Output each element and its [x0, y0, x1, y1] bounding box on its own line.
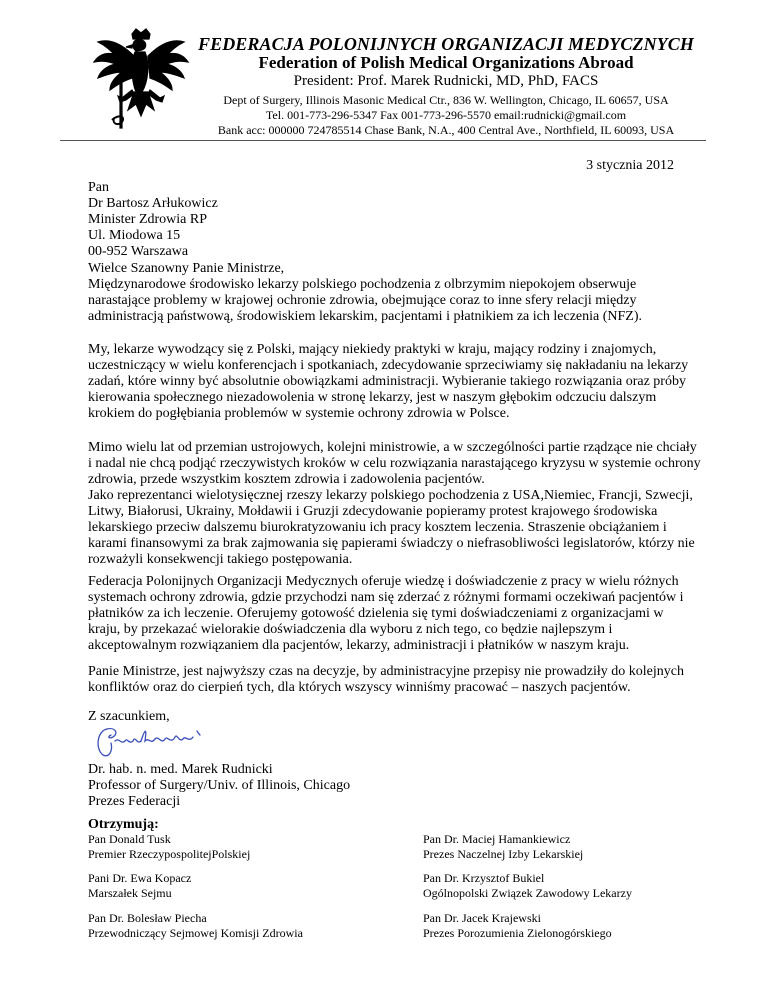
cc-title: Ogólnopolski Związek Zawodowy Lekarzy	[423, 886, 632, 900]
cc-title: Marszałek Sejmu	[88, 886, 172, 900]
cc-name: Pan Donald Tusk	[88, 832, 171, 846]
paragraph-line: Międzynarodowe środowisko lekarzy polskiego pochodzenia z olbrzymim niepokojem obserwuje	[88, 277, 637, 292]
cc-title: Prezes Naczelnej Izby Lekarskiej	[423, 847, 584, 861]
paragraph-line: Panie Ministrze, jest najwyższy czas na decyzje, by administracyjne przepisy nie prowadziły do kolejnych	[88, 664, 684, 679]
recipient-line: Minister Zdrowia RP	[88, 212, 207, 227]
cc-recipient	[88, 832, 250, 862]
cc-title: Prezes Porozumienia Zielonogórskiego	[423, 926, 612, 940]
cc-name: Pan Dr. Maciej Hamankiewicz	[423, 832, 571, 846]
paragraph-line: lekarskiego przeciw dalszemu biurokratyzowaniu ich pracy kosztem leczenia. Straszenie obciążaniem i	[88, 520, 667, 535]
paragraph-line: Wielce Szanowny Panie Ministrze,	[88, 261, 285, 276]
cc-recipient	[88, 871, 191, 901]
signer-block	[88, 762, 350, 810]
paragraph-line: konfliktów oraz do cierpień tych, dla których wszyscy winniśmy pracować – naszych pacjentów.	[88, 680, 631, 695]
paragraph-line: akceptowalnym rozwiązaniem dla pacjentów, lekarzy, administracji i płatników w naszym kraju.	[88, 638, 630, 653]
cc-recipient	[88, 911, 303, 941]
signer-title: Professor of Surgery/Univ. of Illinois, Chicago	[88, 778, 351, 793]
paragraph-line: i nadal nie chcą podjąć rzeczywistych kroków w celu rozwiązania narastającego kryzysu w systemie ochrony	[88, 456, 701, 471]
paragraph-line: Jako reprezentanci wielotysięcznej rzeszy lekarzy polskiego pochodzenia z USA,Niemiec, Francji, Szwecji,	[88, 488, 693, 503]
letter-paragraph-5	[88, 574, 703, 654]
organization-name-polish: FEDERACJA POLONIJNYCH ORGANIZACJI MEDYCZNYCH	[198, 34, 694, 54]
signer-role: Prezes Federacji	[88, 794, 181, 809]
recipient-line: 00-952 Warszawa	[88, 244, 189, 259]
letter-paragraph-2	[88, 342, 703, 422]
cc-name: Pan Dr. Jacek Krajewski	[423, 911, 541, 925]
polish-eagle-emblem	[92, 28, 190, 130]
cc-name: Pani Dr. Ewa Kopacz	[88, 871, 192, 885]
paragraph-line: administracją państwową, środowiskiem lekarskim, pacjentami i płatnikiem za ich leczenia (NFZ).	[88, 309, 642, 324]
cc-name: Pan Dr. Bolesław Piecha	[88, 911, 207, 925]
paragraph-line: systemach ochrony zdrowia, gdzie przychodzi nam się zderzać z różnymi formami oczekiwań pacjentów i	[88, 590, 684, 605]
letter-paragraph-4	[88, 488, 703, 568]
header-divider	[60, 140, 706, 141]
president-line: President: Prof. Marek Rudnicki, MD, PhD, FACS	[293, 73, 599, 89]
recipient-line: Ul. Miodowa 15	[88, 228, 181, 243]
recipient-line: Pan	[88, 180, 109, 195]
bank-line: Bank acc: 000000 724785514 Chase Bank, N.A., 400 Central Ave., Northfield, IL 60093, USA	[217, 123, 675, 137]
cc-recipient	[423, 911, 612, 941]
paragraph-line: zdrowia, przede wszystkim kosztem zdrowia i zadowolenia pacjentów.	[88, 472, 485, 487]
handwritten-signature	[93, 725, 213, 759]
closing-salutation: Z szacunkiem,	[88, 709, 170, 724]
paragraph-line: narastające problemy w krajowej ochronie zdrowia, obejmujące coraz to inne sfery relacji między	[88, 293, 637, 308]
cc-title: Premier RzeczypospolitejPolskiej	[88, 847, 251, 861]
paragraph-line: kierowania społecznego niezadowolenia w stronę lekarzy, jest w naszym głębokim odczuciu dalszym	[88, 390, 657, 405]
paragraph-line: płatników za ich leczenie. Oferujemy gotowość dzielenia się tymi doświadczeniami z organizacjami w	[88, 606, 664, 621]
cc-recipient	[423, 871, 632, 901]
paragraph-line: krokiem do pogłębiania problemów w systemie ochrony zdrowia w Polsce.	[88, 406, 510, 421]
signer-name: Dr. hab. n. med. Marek Rudnicki	[88, 762, 273, 777]
paragraph-line: Litwy, Białorusi, Ukrainy, Mołdawii i Gruzji zdecydowanie popieramy protest krajowego środowiska	[88, 504, 658, 519]
cc-heading: Otrzymują:	[88, 817, 159, 832]
recipient-block	[88, 180, 218, 260]
paragraph-line: rozważyli konsekwencji takiego postępowania.	[88, 552, 353, 567]
cc-title: Przewodniczący Sejmowej Komisji Zdrowia	[88, 926, 303, 940]
paragraph-line: zadań, które winny być absolutnie obowiązkami administracji. Wybieranie takiego rozwiązania oraz próby	[88, 374, 686, 389]
letter-paragraph-3	[88, 440, 703, 488]
letter-paragraph-1	[88, 261, 703, 325]
paragraph-line: Mimo wielu lat od przemian ustrojowych, kolejni ministrowie, a w szczególności partie rządzące nie chciały	[88, 440, 697, 455]
address-line: Dept of Surgery, Illinois Masonic Medical Ctr., 836 W. Wellington, Chicago, IL 60657, USA	[223, 93, 669, 107]
recipient-line: Dr Bartosz Arłukowicz	[88, 196, 218, 211]
paragraph-line: uczestniczący w wielu konferencjach i spotkaniach, zdecydowanie sprzeciwiamy się nakładaniu na lekarzy	[88, 358, 689, 373]
paragraph-line: kraju, by przekazać wielorakie doświadczenia dla wyboru z nich tego, co będzie najlepszym i	[88, 622, 613, 637]
cc-name: Pan Dr. Krzysztof Bukiel	[423, 871, 545, 885]
paragraph-line: My, lekarze wywodzący się z Polski, mający niekiedy praktyki w kraju, mający rodziny i znajomych,	[88, 342, 657, 357]
cc-recipient	[423, 832, 583, 862]
letter-paragraph-6	[88, 664, 703, 696]
paragraph-line: karami finansowymi za brak zajmowania się papierami świadczy o niefrasobliwości legislatorów, którzy nie	[88, 536, 695, 551]
contact-line: Tel. 001-773-296-5347 Fax 001-773-296-5570 email:rudnicki@gmail.com	[265, 108, 627, 122]
paragraph-line: Federacja Polonijnych Organizacji Medycznych oferuje wiedzę i doświadczenie z pracy w wielu różnych	[88, 574, 679, 589]
letter-date: 3 stycznia 2012	[586, 158, 674, 173]
organization-name-english: Federation of Polish Medical Organizations Abroad	[258, 53, 634, 72]
